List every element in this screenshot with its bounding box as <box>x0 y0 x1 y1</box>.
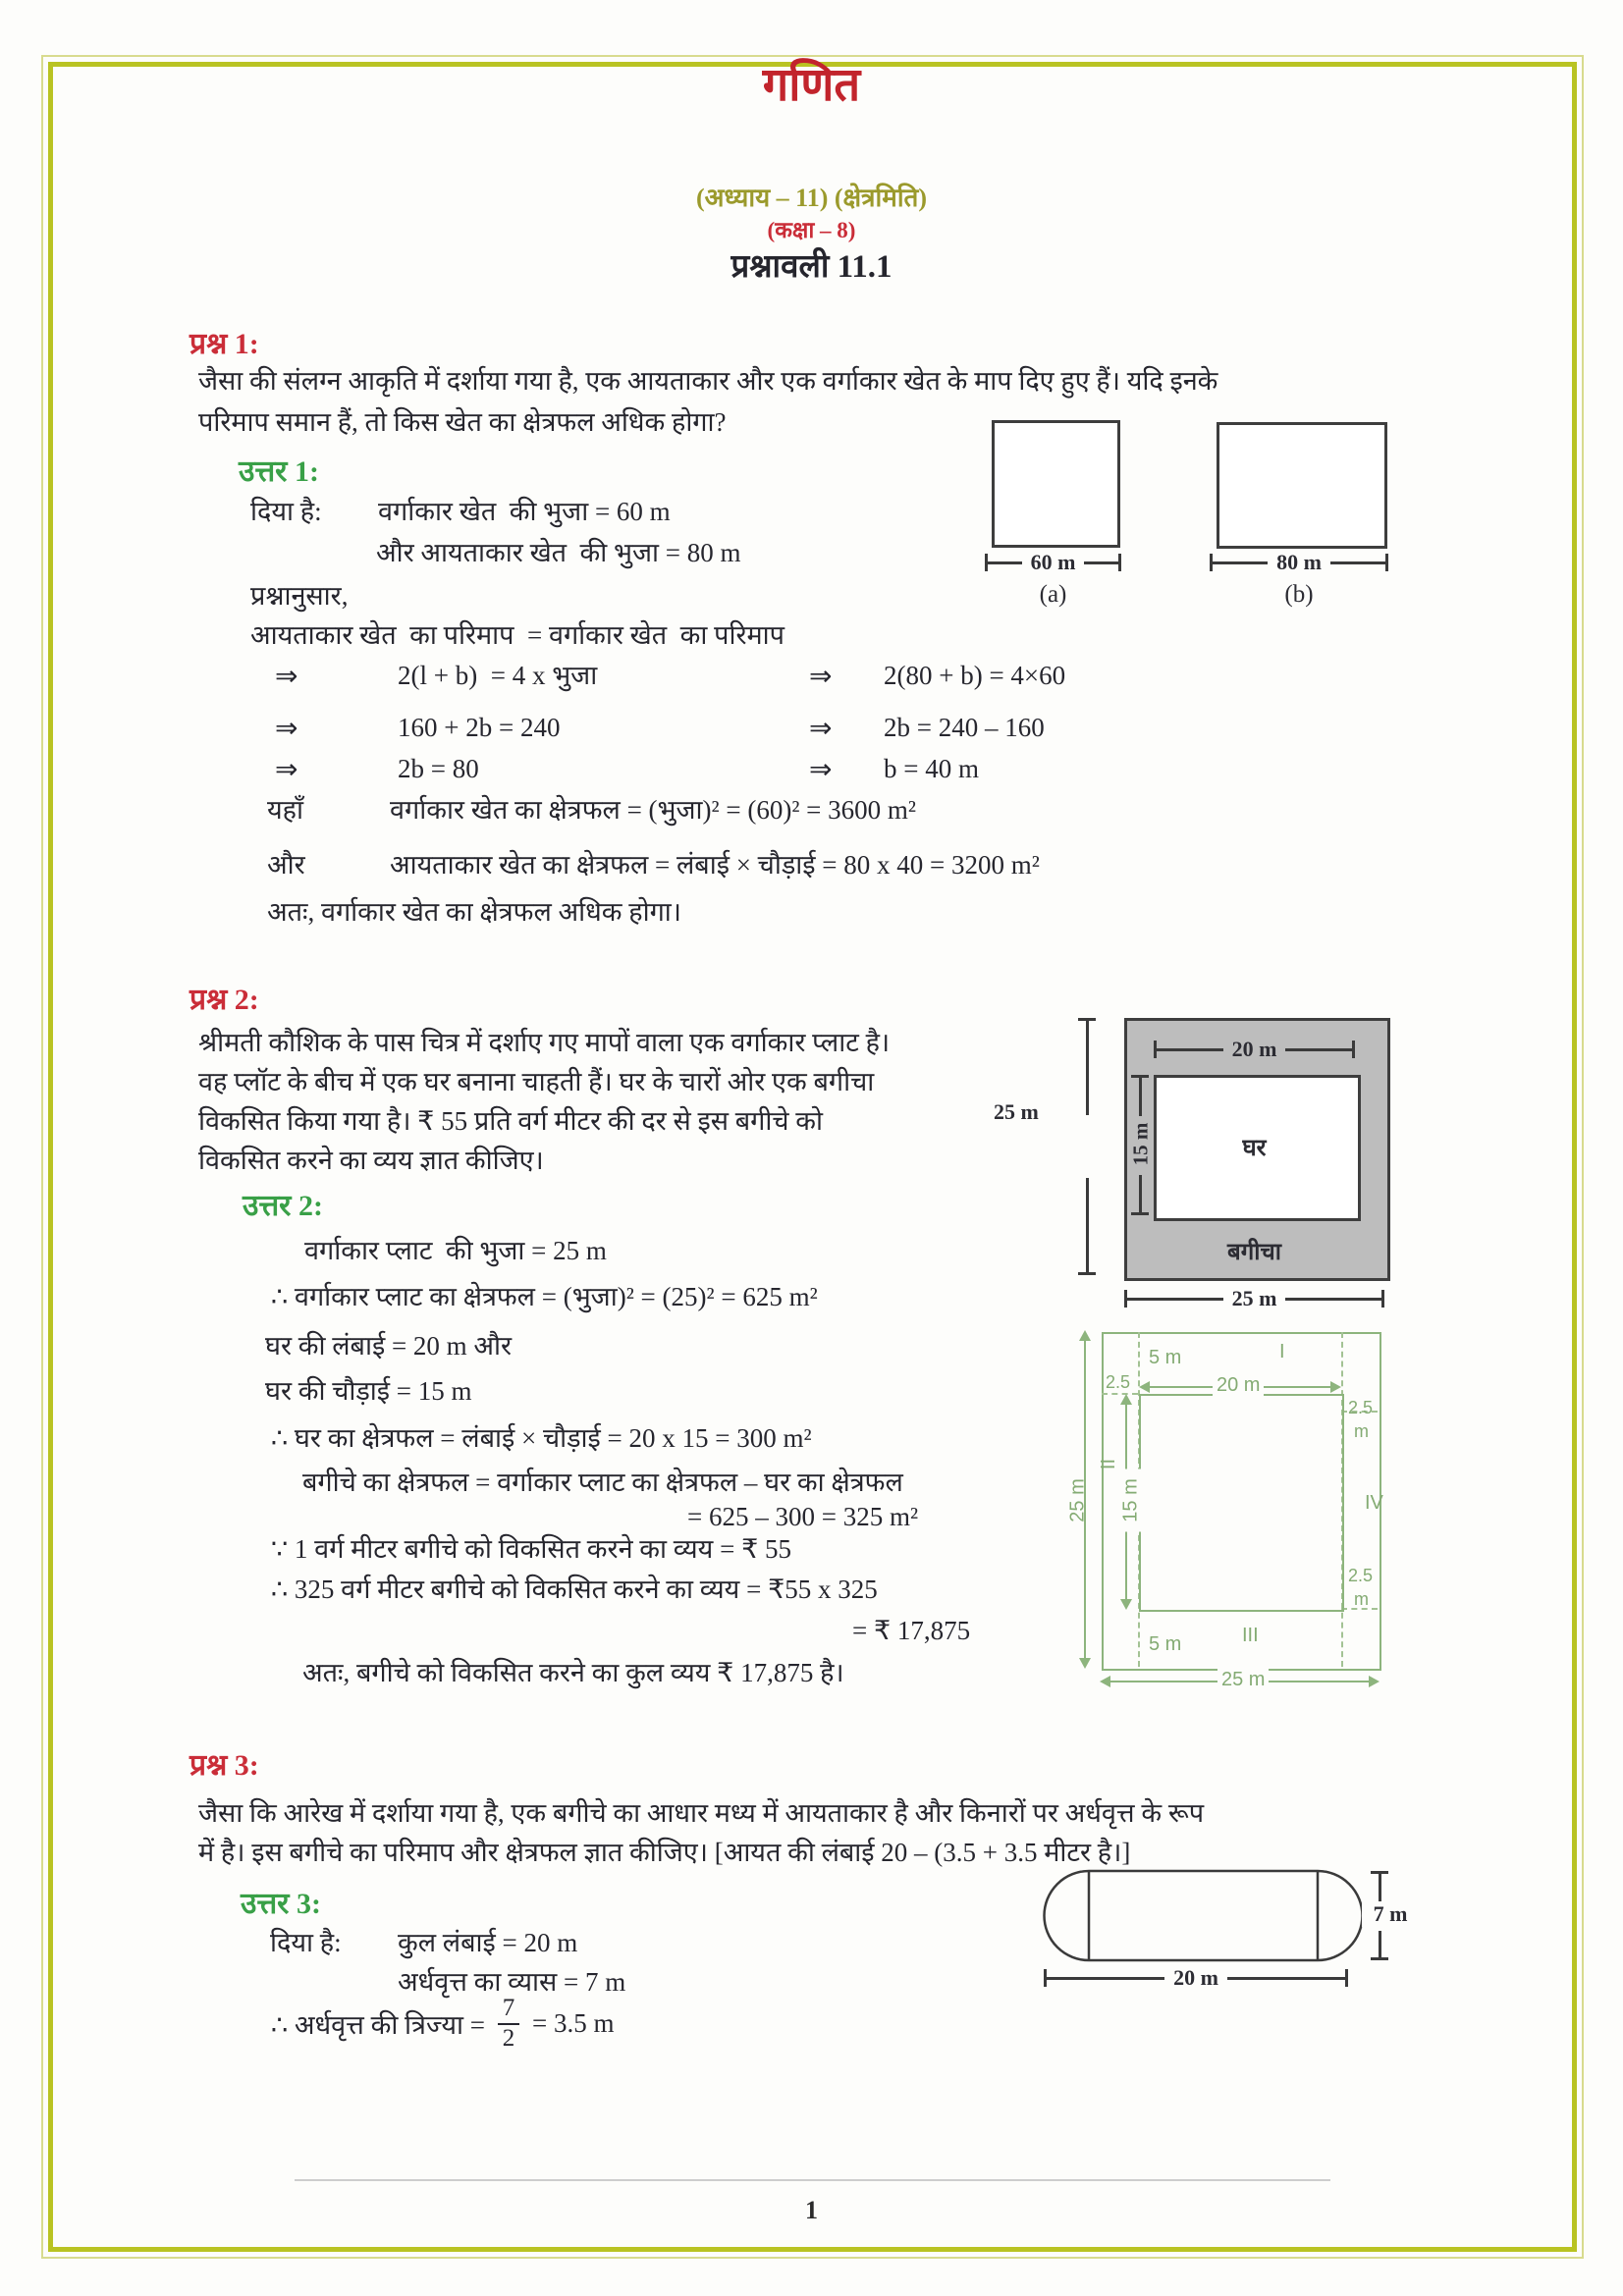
line <box>1285 1048 1352 1051</box>
question-3-heading: प्रश्न 3: <box>189 1749 259 1782</box>
a2-line5: ∴ घर का क्षेत्रफल = लंबाई × चौड़ाई = 20 x 15 = 300 m² <box>271 1423 812 1453</box>
sketch-5m-bottom-label: 5 m <box>1149 1633 1182 1655</box>
step-row1-right: 2(80 + b) = 4×60 <box>884 661 1066 690</box>
square-field-shape <box>992 420 1120 548</box>
house-height-label: 15 m <box>1128 1122 1153 1166</box>
stadium-width-dimension <box>1044 1965 1348 1991</box>
rect-field-width-label: 80 m <box>1276 550 1322 574</box>
gap <box>1086 1115 1089 1178</box>
question-3-line2: में है। इस बगीचे का परिमाप और क्षेत्रफल ज्ञात कीजिए। [आयत की लंबाई 20 – (3.5 + 3.5 मीटर है।] <box>198 1838 1131 1867</box>
step-row2-right: 2b = 240 – 160 <box>884 713 1045 742</box>
step-row1-left: 2(l + b) = 4 x भुजा <box>398 661 598 690</box>
sketch-m-right-bottom: m <box>1354 1589 1369 1609</box>
a2-line11: अतः, बगीचे को विकसित करने का कुल व्यय ₹ 17,875 है। <box>302 1658 844 1687</box>
plot-side-label: 25 m <box>994 1099 1039 1124</box>
question-2-line3: विकसित किया गया है। ₹ 55 प्रति वर्ग मीटर की दर से इस बगीचे को <box>198 1106 823 1136</box>
region-4-label: IV <box>1365 1492 1383 1514</box>
tick <box>1385 554 1388 571</box>
line <box>1127 1298 1223 1301</box>
exercise-title: प्रश्नावली 11.1 <box>730 249 893 285</box>
plot-bottom-label: 25 m <box>1231 1286 1277 1310</box>
line <box>1086 1021 1089 1115</box>
question-2-line2: वह प्लॉट के बीच में एक घर बनाना चाहती हैं। घर के चारों ओर एक बगीचा <box>198 1067 875 1096</box>
here-label: यहाँ <box>267 795 303 825</box>
sketch-5m-top-label: 5 m <box>1149 1347 1182 1368</box>
a2-line10: = ₹ 17,875 <box>852 1616 971 1645</box>
sketch-m-right-top: m <box>1354 1421 1369 1441</box>
a2-line8: ∵ 1 वर्ग मीटर बगीचे को विकसित करने का व्यय = ₹ 55 <box>271 1534 791 1564</box>
line <box>1227 1977 1345 1980</box>
tick <box>1345 1969 1348 1987</box>
garden-label: बगीचा <box>1227 1240 1281 1265</box>
square-field-dimension <box>985 550 1121 575</box>
question-1-text-line2: परिमाप समान हैं, तो किस खेत का क्षेत्रफल अधिक होगा? <box>198 407 727 437</box>
sketch-inner-square <box>1139 1394 1344 1612</box>
tick <box>1352 1041 1355 1058</box>
perimeter-equation: आयताकार खेत का परिमाप = वर्गाकार खेत का परिमाप <box>250 620 784 650</box>
footer-divider <box>295 2179 1330 2181</box>
a2-line7: = 625 – 300 = 325 m² <box>687 1502 919 1531</box>
line <box>1086 1178 1089 1272</box>
implies-icon: ⇒ <box>275 662 298 692</box>
tick <box>1381 1290 1384 1308</box>
question-1-text-line1: जैसा की संलग्न आकृति में दर्शाया गया है, एक आयताकार और एक वर्गाकार खेत के माप दिए हुए हैं। यदि इनके <box>198 366 1218 396</box>
step-row3-left: 2b = 80 <box>398 754 479 783</box>
line <box>1157 1048 1223 1051</box>
sketch-2p5-right-bottom: 2.5 <box>1348 1566 1374 1585</box>
implies-icon: ⇒ <box>809 714 833 744</box>
line <box>1213 561 1268 564</box>
question-2-heading: प्रश्न 2: <box>189 984 259 1016</box>
line <box>988 561 1022 564</box>
stadium-height-label: 7 m <box>1362 1901 1419 1927</box>
square-area-line: वर्गाकार खेत का क्षेत्रफल = (भुजा)² = (60)² = 3600 m² <box>390 795 917 825</box>
implies-icon: ⇒ <box>809 662 833 692</box>
implies-icon: ⇒ <box>275 755 298 785</box>
region-1-label: I <box>1279 1341 1285 1362</box>
question-2-line4: विकसित करने का व्यय ज्ञात कीजिए। <box>198 1146 544 1175</box>
given-rect-side: और आयताकार खेत की भुजा = 80 m <box>376 538 741 567</box>
fraction-denominator: 2 <box>498 2023 520 2054</box>
line <box>1379 1874 1381 1901</box>
line <box>1084 561 1118 564</box>
rect-field-dimension <box>1210 550 1388 575</box>
page-title: गणित <box>762 60 861 111</box>
step-row2-left: 160 + 2b = 240 <box>398 713 561 742</box>
plot-left-dimension <box>1078 1018 1096 1275</box>
a2-line9: ∴ 325 वर्ग मीटर बगीचे को विकसित करने का व्यय = ₹55 x 325 <box>271 1575 878 1604</box>
line <box>1139 1175 1142 1213</box>
given-total-length: कुल लंबाई = 20 m <box>398 1928 578 1957</box>
sketch-2p5-right-top: 2.5 <box>1348 1398 1374 1417</box>
step-row3-right: b = 40 m <box>884 754 979 783</box>
radius-line <box>271 1995 615 2054</box>
sketch-20m-label: 20 m <box>1213 1374 1264 1397</box>
square-field-width-label: 60 m <box>1030 550 1076 574</box>
question-3-line1: जैसा कि आरेख में दर्शाया गया है, एक बगीचे का आधार मध्य में आयताकार है और किनारों पर अर्धवृत्त के रूप <box>198 1798 1205 1828</box>
page-number: 1 <box>805 2196 818 2224</box>
figure-b-caption: (b) <box>1284 581 1314 608</box>
as-per-question: प्रश्नानुसार, <box>250 581 349 611</box>
question-2-line1: श्रीमती कौशिक के पास चित्र में दर्शाए गए मापों वाला एक वर्गाकार प्लाट है। <box>198 1028 891 1057</box>
house-label: घर <box>1242 1136 1267 1161</box>
class-subtitle: (कक्षा – 8) <box>767 218 856 242</box>
conclusion-1: अतः, वर्गाकार खेत का क्षेत्रफल अधिक होगा। <box>267 897 682 927</box>
implies-icon: ⇒ <box>809 755 833 785</box>
region-3-label: III <box>1242 1625 1259 1646</box>
line <box>1330 561 1385 564</box>
fraction <box>498 1995 520 2054</box>
a2-line2: ∴ वर्गाकार प्लाट का क्षेत्रफल = (भुजा)² = (25)² = 625 m² <box>271 1282 818 1311</box>
sketch-15m-label: 15 m <box>1120 1469 1143 1532</box>
tick <box>1371 1957 1388 1960</box>
sketch-2p5-left-label: 2.5 <box>1106 1372 1131 1392</box>
tick <box>1078 1272 1096 1275</box>
implies-icon: ⇒ <box>275 714 298 744</box>
line <box>1285 1298 1381 1301</box>
stadium-width-label: 20 m <box>1173 1965 1218 1990</box>
chapter-subtitle: (अध्याय – 11) (क्षेत्रमिति) <box>695 184 928 212</box>
answer-2-heading: उत्तर 2: <box>243 1190 323 1222</box>
sketch-25m-bottom-label: 25 m <box>1217 1669 1269 1691</box>
figure-a-caption: (a) <box>1039 581 1067 608</box>
answer-3-heading: उत्तर 3: <box>241 1888 321 1920</box>
tick <box>1118 554 1121 571</box>
region-2-label: II <box>1098 1458 1120 1470</box>
house-width-label: 20 m <box>1223 1037 1286 1062</box>
rect-field-shape <box>1217 422 1387 549</box>
answer-1-heading: उत्तर 1: <box>239 455 319 488</box>
line <box>1047 1977 1164 1980</box>
a2-line4: घर की चौड़ाई = 15 m <box>265 1376 472 1406</box>
fraction-numerator: 7 <box>502 1995 515 2021</box>
rect-area-line: आयताकार खेत का क्षेत्रफल = लंबाई × चौड़ाई = 80 x 40 = 3200 m² <box>390 850 1040 880</box>
and-label: और <box>267 850 305 880</box>
given-label-3: दिया है: <box>270 1928 342 1957</box>
a2-line3: घर की लंबाई = 20 m और <box>265 1331 513 1361</box>
radius-suffix: = 3.5 m <box>525 2008 615 2039</box>
sketch-25m-left-label: 25 m <box>1066 1478 1089 1522</box>
question-1-heading: प्रश्न 1: <box>189 328 259 360</box>
given-square-side: वर्गाकार खेत की भुजा = 60 m <box>378 497 671 526</box>
house-width-dimension <box>1154 1037 1355 1062</box>
a2-line1: वर्गाकार प्लाट की भुजा = 25 m <box>304 1236 607 1265</box>
a2-line6: बगीचे का क्षेत्रफल = वर्गाकार प्लाट का क्षेत्रफल – घर का क्षेत्रफल <box>302 1468 903 1497</box>
stadium-shape <box>1021 1845 1384 1983</box>
given-label: दिया है: <box>250 497 322 526</box>
tick <box>1131 1212 1149 1215</box>
given-diameter: अर्धवृत्त का व्यास = 7 m <box>398 1967 626 1997</box>
line <box>1379 1931 1381 1958</box>
plot-bottom-dimension <box>1124 1286 1384 1311</box>
radius-prefix: ∴ अर्धवृत्त की त्रिज्या = <box>271 2010 492 2041</box>
